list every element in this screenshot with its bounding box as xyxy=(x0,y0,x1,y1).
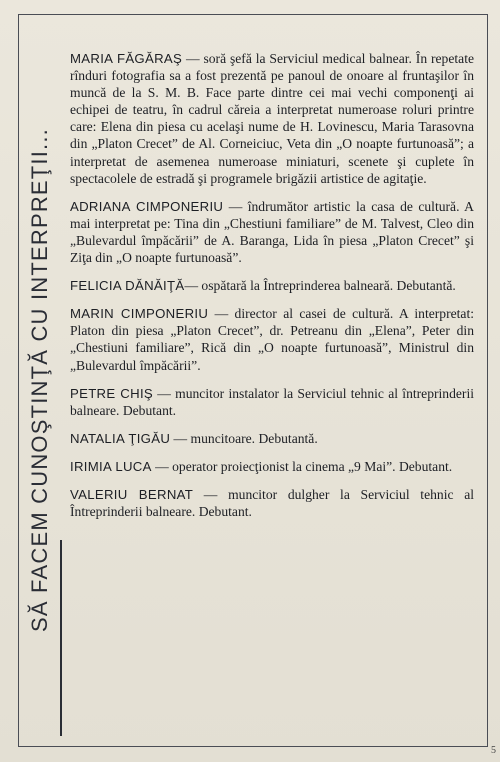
cast-entry-marin-cimponeriu xyxy=(70,305,474,373)
page-number: 5 xyxy=(491,745,496,756)
cast-name: MARIA FĂGĂRAŞ xyxy=(70,51,183,66)
side-title: SĂ FACEM CUNOŞTINŢĂ CU INTERPREŢII... xyxy=(27,128,52,632)
cast-list xyxy=(70,50,474,531)
cast-name: VALERIU BERNAT xyxy=(70,486,194,502)
cast-entry-valeriu-bernat xyxy=(70,486,474,520)
cast-description: — operator proiecţionist la cinema „9 Mai”. Debutant. xyxy=(151,458,453,474)
cast-name: IRIMIA LUCA xyxy=(70,458,152,474)
cast-entry-felicia-danaita xyxy=(70,277,474,294)
side-rule xyxy=(60,540,62,736)
cast-description: — îndrumător artistic la casa de cultură. A mai interpretat pe: Tina din „Chestiuni familiare” de M. Talvest, Cleo din „Bulevardul împăcării” de A. Baranga, Lida în piesa „Platon Crecet” şi Ziţa din „O noapte furtunoasă”. xyxy=(70,198,474,266)
cast-description: — ospătară la Întreprinderea balneară. Debutantă. xyxy=(184,278,456,294)
cast-name: FELICIA DĂNĂIŢĂ xyxy=(70,278,185,294)
cast-description: — director al casei de cultură. A interpretat: Platon din piesa „Platon Crecet”, dr. Petreanu din „Elena”, Peter din „Chestiuni familiare”, Rică din „O noapte furtunoasă”, Ministrul din „Bulevardul împăcării”. xyxy=(70,306,474,373)
side-title-area xyxy=(22,30,58,730)
cast-entry-irimia-luca xyxy=(70,458,474,475)
cast-entry-petre-chis xyxy=(70,385,474,419)
cast-description: — muncitor instalator la Serviciul tehnic al întreprinderii balneare. Debutant. xyxy=(70,385,475,418)
cast-description: — soră şefă la Serviciul medical balnear. În repetate rînduri fotografia sa a fost prezentă pe panoul de onoare al fruntaşilor în muncă de la S. M. B. Face parte dintre cei mai vechi componenţi ai echipei de teatru, în cadrul căreia a interpretat numeroase roluri printre care: Elena din piesa cu acelaşi nume de H. Lovinescu, Maria Tarasovna din „Platon Crecet” de Al. Corneiciuc, Veta din „O noapte furtunoasă”; a interpretat de asemenea numeroase miniaturi, scenete şi cuplete în spectacolele de estradă şi programele brigăzii artistice de agitaţie. xyxy=(70,51,475,186)
cast-description: — muncitor dulgher la Serviciul tehnic al Întreprinderii balneare. Debutant. xyxy=(70,486,475,520)
cast-entry-adriana-cimponeriu xyxy=(70,198,474,266)
cast-entry-maria-fagaras xyxy=(70,50,474,187)
cast-name: PETRE CHIŞ xyxy=(70,385,154,401)
cast-entry-natalia-tigau xyxy=(70,430,474,447)
cast-description: — muncitoare. Debutantă. xyxy=(170,430,318,446)
cast-name: NATALIA ŢIGĂU xyxy=(70,430,171,446)
cast-name: MARIN CIMPONERIU xyxy=(70,306,209,322)
cast-name: ADRIANA CIMPONERIU xyxy=(70,198,224,214)
